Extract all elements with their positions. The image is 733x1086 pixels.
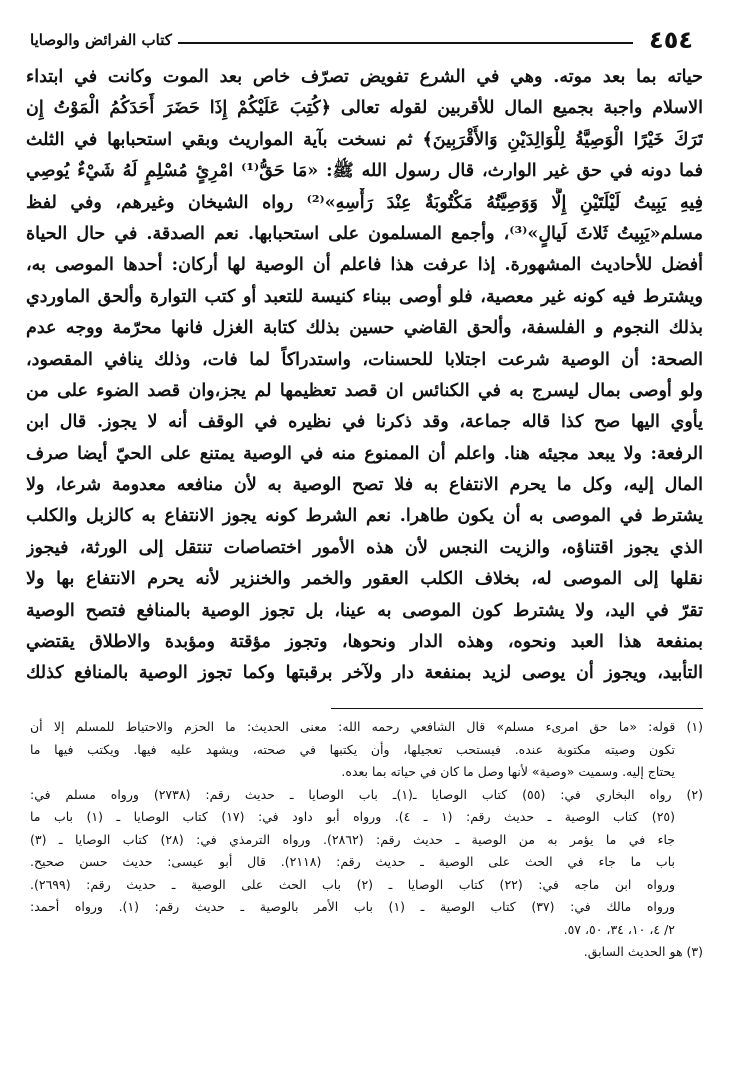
footnote-line: يحتاج إليه. وسميت «وصية» لأنها وصل ما كان في حياته بما بعده. xyxy=(341,764,675,779)
footnote-line: باب ما جاء في الحث على الوصية ـ حديث رقم: (٢١١٨). قال أبو عيسى: حديث حسن صحيح. xyxy=(30,854,675,869)
footnote-line: (٣) هو الحديث السابق. xyxy=(583,944,703,959)
footnote-line: (١) قوله: «ما حق امرىء مسلم» قال الشافعي رحمه الله: معنى الحديث: ما الحزم والاحتياط للمسلم إلا أن xyxy=(30,719,703,734)
text-line: نقلها إلى الموصى له، بخلاف الكلب العقور والخمر والخنزير لأنه يحرم الانتفاع بها ولا xyxy=(26,569,703,590)
text-line: الصحة: أن الوصية شرعت اجتلابا للحسنات، واستدراكاً لما فات، وذلك ينافي المقصود، xyxy=(26,349,703,370)
running-title: كتاب الفرائض والوصايا xyxy=(30,31,172,49)
text-line: تقرّ في اليد، ولا يشترط كون الموصى به عينا، بل تجوز الوصية بالمنافع فتصح الوصية xyxy=(26,600,703,621)
page-header xyxy=(30,24,693,56)
text-line: الاسلام واجبة بجميع المال للأقربين لقوله تعالى ﴿كُتِبَ عَلَيْكُمْ إِذَا حَضَرَ أَحَدَكُمُ الْمَوْتُ إِن xyxy=(26,98,703,119)
text-line: بمنفعة هذا العبد ونحوه، وهذه الدار ونحوها، وتجوز مؤقتة ومؤبدة والاطلاق يقتضي xyxy=(26,632,703,653)
text-line: يأوي اليها صح كذا قاله جماعة، وقد ذكرنا في نظيره في الوقف أنه لا يجوز. قال ابن xyxy=(26,412,703,433)
page-number: ٤٥٤ xyxy=(649,26,693,54)
footnote-line: ٢/ ٤، ١٠، ٣٤، ٥٠، ٥٧. xyxy=(563,921,675,937)
footnote-line: ورواه مالك في: (٣٧) كتاب الوصية ـ (١) باب الأمر بالوصية ـ حديث رقم: (١). ورواه أحمد: xyxy=(30,899,675,914)
footnote-line: جاء في ما يؤمر به من الوصية ـ حديث رقم: (٢٨٦٢). ورواه الترمذي في: (٢٨) كتاب الوصايا ـ (٣) xyxy=(30,831,675,847)
footnote-line: (٢) رواه البخاري في: (٥٥) كتاب الوصايا ـ(١)ـ باب الوصايا ـ حديث رقم: (٢٧٣٨) ورواه مسلم في: xyxy=(30,786,703,802)
footnote-line: تكون وصيته مكتوبة عنده. فيستحب تعجيلها، وأن يكتبها في صحته، ويشهد عليه فيها. ويكتب فيها ما xyxy=(30,741,675,757)
text-line: الذي يجوز اقتناؤه، والزيت النجس لأن هذه الأمور اختصاصات تنتقل إلى الورثة، فيجوز xyxy=(26,537,703,558)
text-line: مسلم«يَبِيتُ ثَلاثَ لَيالٍ»⁽³⁾، وأجمع المسلمون على استحبابها. نعم الصدقة. في حال الحياة xyxy=(26,223,703,244)
main-text xyxy=(26,62,703,690)
text-line: أفضل للأحاديث المشهورة. إذا عرفت هذا فاعلم أن الوصية لها أركان: أحدها الموصى به، xyxy=(26,255,703,276)
text-line: حياته بما بعد موته. وهي في الشرع تفويض تصرّف خاص بعد الموت وكانت في ابتداء xyxy=(26,67,703,87)
text-line: المال إليه، وكل ما يحرم الانتفاع به فلا تصح الوصية به لأن منافعه معدومة شرعا، ولا xyxy=(26,475,703,496)
footnote-separator xyxy=(331,708,703,709)
text-line: تَرَكَ خَيْرًا الْوَصِيَّةُ لِلْوَالِدَيْنِ وَالأَقْرَبِينَ﴾ ثم نسخت بآية المواريث وبقي استحبابها في الثلث xyxy=(26,129,703,150)
text-line: فما دونه في حق غير الوارث، قال رسول الله ﷺ: «مَا حَقُّ⁽¹⁾ امْرِئٍ مُسْلِمٍ لَهُ شَيْءٌ يُوصِي xyxy=(26,161,703,182)
header-rule xyxy=(178,42,633,44)
text-line: الرفعة: ولا يبعد مجيئه هنا. واعلم أن الممنوع منه في الوصية يمتنع على الحيّ أيضا صرف xyxy=(26,443,703,464)
footnotes xyxy=(30,716,703,964)
text-line: ولو أوصى بمال ليسرج به في الكنائس ان قصد تعظيمها لم يجز،وان قصد الضوء على من xyxy=(26,380,703,401)
footnote-line: (٢٥) كتاب الوصية ـ حديث رقم: (١ ـ ٤). ورواه أبو داود في: (١٧) كتاب الوصايا ـ (١) باب ما xyxy=(30,809,676,824)
footnote-line: ورواه ابن ماجه في: (٢٢) كتاب الوصايا ـ (٢) باب الحث على الوصية ـ حديث رقم: (٢٦٩٩). xyxy=(30,876,675,892)
text-line: التأبيد، ويجوز أن يوصى لزيد بمنفعة دار ولآخر برقبتها وكما تجوز الوصية بالمنافع كذلك xyxy=(26,663,703,684)
text-line: فِيهِ يَبِيتُ لَيْلَتَيْنِ إِلَّا وَوَصِيَّتُهُ مَكْتُوبَةٌ عِنْدَ رَأْسِهِ»⁽²⁾ رواه الشيخان وغيرهم، وفي لفظ xyxy=(26,192,703,213)
text-line: يشترط في الموصى به أن يكون طاهرا. نعم الشرط كونه يجوز الانتفاع به كالزبل والكلب xyxy=(26,506,703,527)
text-line: بذلك النجوم و الفلسفة، وألحق القاضي حسين بذلك كتابة الغزل فانها محرّمة ووجه عدم xyxy=(26,318,703,339)
text-line: ويشترط فيه كونه غير معصية، فلو أوصى ببناء كنيسة للتعبد أو كتب التوارة وألحق الماوردي xyxy=(26,286,703,307)
